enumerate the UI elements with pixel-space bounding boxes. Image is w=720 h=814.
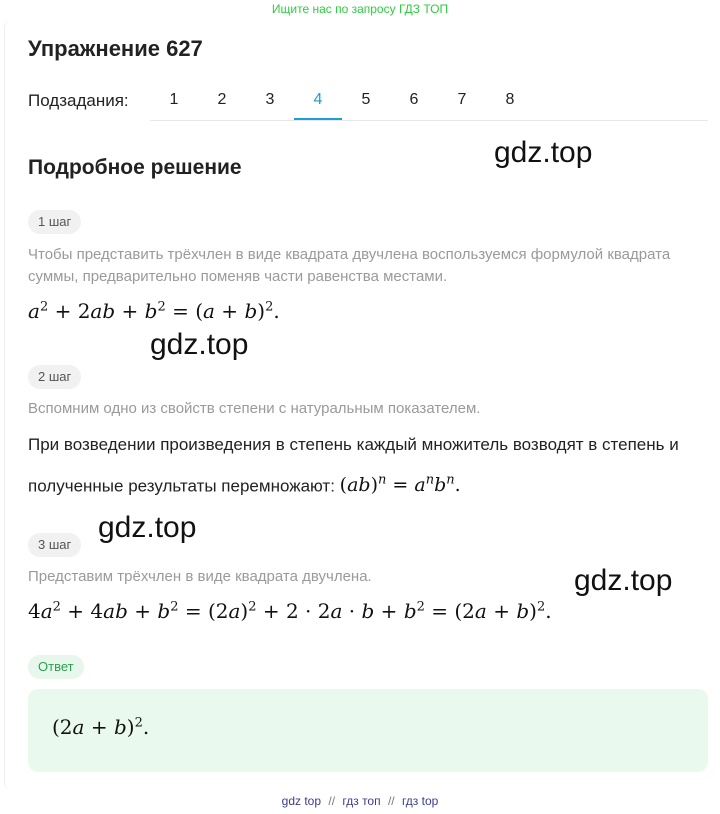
top-banner[interactable]: Ищите нас по запросу ГДЗ ТОП [271,2,449,16]
footer-separator: // [328,794,336,808]
page-title: Упражнение 627 [28,36,203,61]
tab-8[interactable]: 8 [505,91,515,108]
footer-separator: // [387,794,395,808]
watermark: gdz.top [98,511,197,544]
answer-chip: Ответ [28,655,84,679]
tab-7[interactable]: 7 [457,91,467,108]
tab-1[interactable]: 1 [169,91,179,108]
step-3-chip: 3 шаг [28,533,81,557]
tab-4[interactable]: 4 [294,80,342,120]
footer-link-3[interactable]: гдз top [401,794,439,808]
watermark: gdz.top [494,136,593,169]
step-3-text: Представим трёхчлен в виде квадрата двучлена. [28,568,372,585]
solution-heading: Подробное решение [28,156,242,179]
step-1-formula: $a^2 + 2ab + b^2 = (a + b)^2$. [28,299,280,323]
tab-5[interactable]: 5 [361,91,371,108]
step-2-text: Вспомним одно из свойств степени с натуральным показателем. [28,400,481,417]
step-1-chip: 1 шаг [28,210,81,234]
watermark: gdz.top [574,564,673,597]
step-2-rule [28,427,708,504]
subtasks-label: Подзадания: [28,91,129,110]
tab-3[interactable]: 3 [265,91,275,108]
tab-6[interactable]: 6 [409,91,419,108]
footer-link-2[interactable]: гдз топ [342,794,381,808]
footer-links [0,794,720,808]
step-2-rule-text: При возведении произведения в степень каждый множитель возводят в степень и полученные результаты перемножают: [28,435,679,496]
answer-formula: $(2a + b)^2$. [52,715,150,739]
step-2-formula: $(ab)^n = a^nb^n$. [339,473,461,497]
footer-link-1[interactable]: gdz top [281,794,322,808]
step-2-chip: 2 шаг [28,365,81,389]
tab-2[interactable]: 2 [217,91,227,108]
answer-box [28,689,708,772]
watermark: gdz.top [150,328,249,361]
step-3-formula: $4a^2 + 4ab + b^2 = (2a)^2 + 2 \cdot 2a \cdot b + b^2 = (2a + b)^2$. [28,599,552,623]
subtask-tabs [150,80,708,121]
step-1-text: Чтобы представить трёхчлен в виде квадрата двучлена воспользуемся формулой квадрата суммы, предварительно поменяв части равенства местами. [28,246,671,285]
